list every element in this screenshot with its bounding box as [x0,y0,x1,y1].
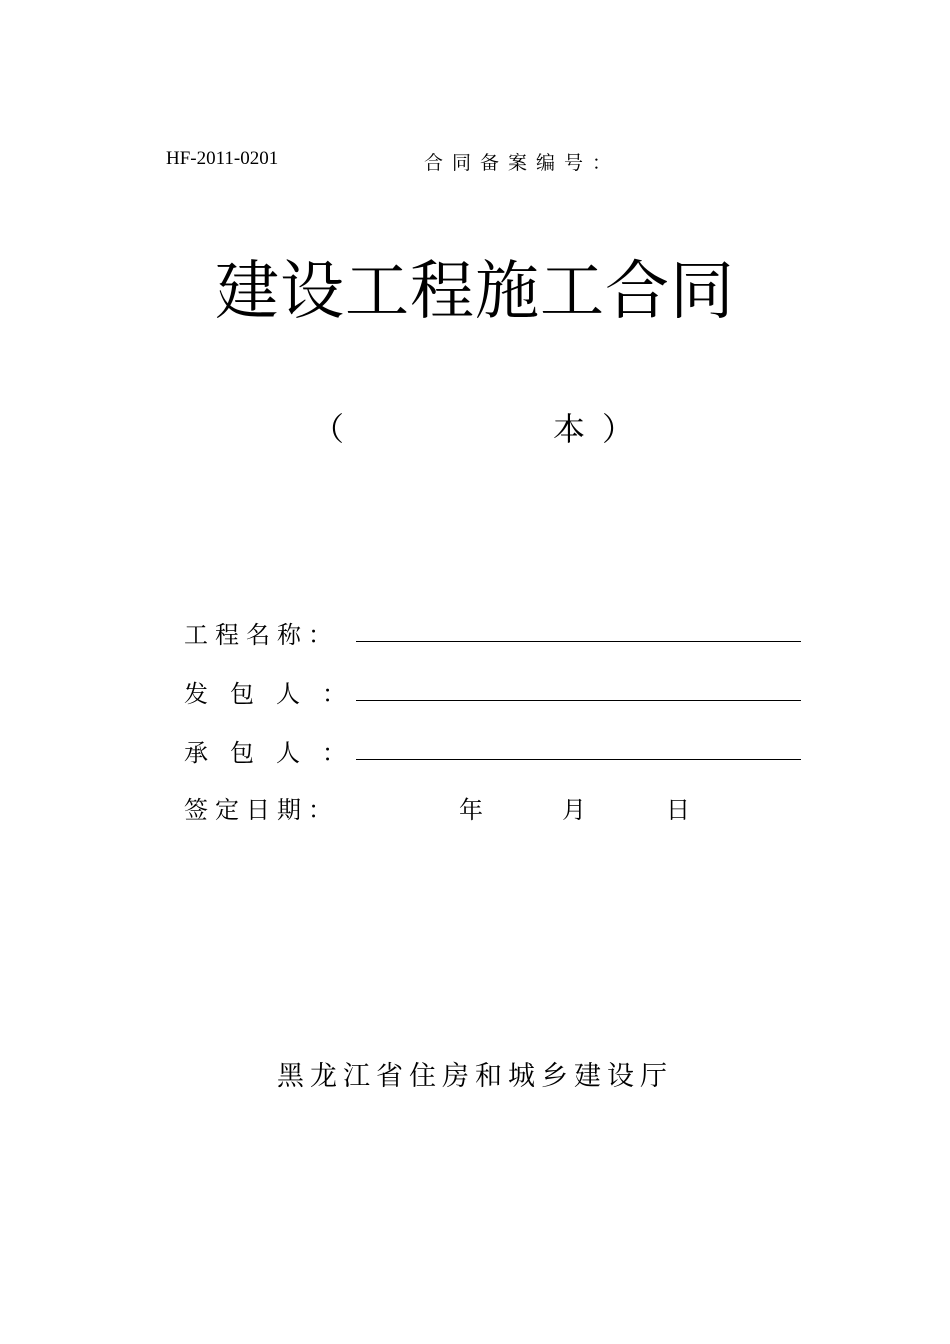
filing-number-label: 合同备案编号： [424,152,621,174]
copies-word: 本 [553,410,586,448]
project-name-line[interactable] [356,641,801,642]
copies-close-paren: ） [602,410,635,448]
employer-label: 发包人： [184,680,368,708]
issuing-authority: 黑龙江省住房和城乡建设厅 [277,1061,673,1092]
date-month-label: 月 [562,796,586,824]
project-name-label: 工程名称： [184,621,339,649]
copies-open-paren: （ [312,410,345,448]
employer-line[interactable] [356,700,801,701]
contract-title: 建设工程施工合同 [215,255,735,329]
contractor-label: 承包人： [184,739,368,767]
date-day-label: 日 [666,796,690,824]
form-code: HF-2011-0201 [166,148,279,169]
signing-date-label: 签定日期： [184,796,339,824]
contractor-line[interactable] [356,759,801,760]
date-year-label: 年 [459,796,483,824]
